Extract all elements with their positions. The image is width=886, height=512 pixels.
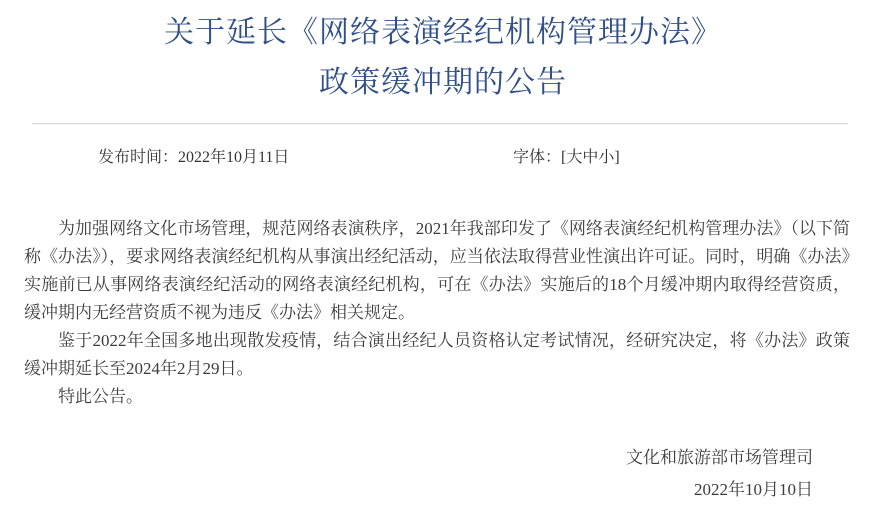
signature-date: 2022年10月10日 bbox=[694, 480, 813, 499]
font-size-bracket-open: [ bbox=[561, 149, 567, 166]
font-size-medium-button[interactable]: 中 bbox=[582, 149, 599, 166]
body-paragraph: 特此公告。 bbox=[58, 387, 143, 406]
announcement-body bbox=[24, 215, 850, 411]
font-size-label: 字体： bbox=[513, 149, 562, 166]
signature-block bbox=[0, 442, 886, 506]
font-size-large-button[interactable]: 大 bbox=[566, 149, 583, 166]
page-title-line1: 关于延长《网络表演经纪机构管理办法》 bbox=[164, 16, 722, 49]
page-title-line2: 政策缓冲期的公告 bbox=[319, 66, 567, 99]
signature-department: 文化和旅游部市场管理司 bbox=[626, 448, 813, 467]
font-size-bracket-close: ] bbox=[614, 149, 620, 166]
meta-row bbox=[0, 148, 886, 168]
font-size-small-button[interactable]: 小 bbox=[598, 149, 615, 166]
page-title bbox=[0, 8, 886, 108]
body-paragraph: 鉴于2022年全国多地出现散发疫情，结合演出经纪人员资格认定考试情况，经研究决定，将《办法》政策缓冲期延长至2024年2月29日。 bbox=[24, 331, 850, 378]
title-divider bbox=[32, 123, 848, 125]
font-size-control bbox=[513, 148, 620, 168]
body-paragraph: 为加强网络文化市场管理，规范网络表演秩序，2021年我部印发了《网络表演经纪机构管理办法》（以下简称《办法》），要求网络表演经纪机构从事演出经纪活动，应当依法取得营业性演出许可证。同时，明确《办法》实施前已从事网络表演经纪活动的网络表演经纪机构，可在《办法》实施后的18个月缓冲期内取得经营资质，缓冲期内无经营资质不视为违反《办法》相关规定。 bbox=[24, 219, 850, 322]
publish-date: 发布时间：2022年10月11日 bbox=[98, 149, 290, 166]
